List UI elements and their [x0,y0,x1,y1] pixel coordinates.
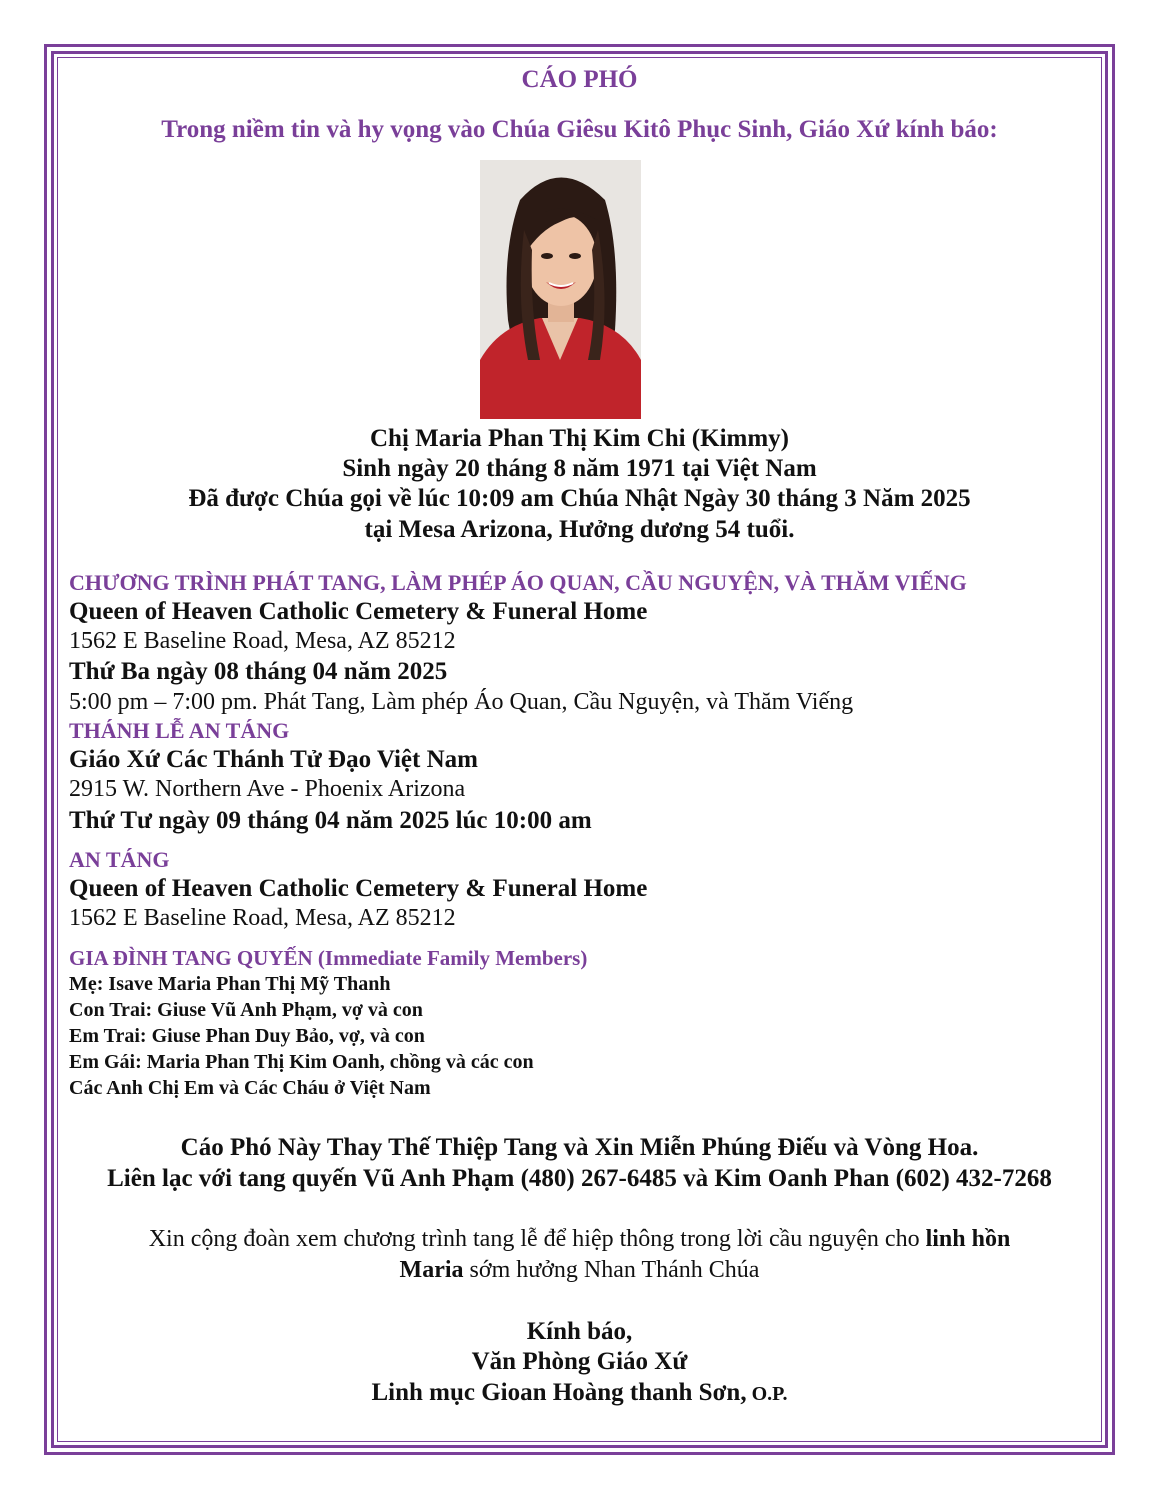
visitation-venue: Queen of Heaven Catholic Cemetery & Funeral Home [69,598,648,625]
prayer-bold-name: Maria [399,1257,464,1283]
priest-name: Linh mục Gioan Hoàng thanh Sơn, [371,1379,747,1406]
visitation-details: 5:00 pm – 7:00 pm. Phát Tang, Làm phép Áo Quan, Cầu Nguyện, và Thăm Viếng [69,689,854,715]
deceased-name: Chị Maria Phan Thị Kim Chi (Kimmy) [369,425,789,452]
intro-line: Trong niềm tin và hy vọng vào Chúa Giêsu Kitô Phục Sinh, Giáo Xứ kính báo: [161,116,998,143]
family-member: Mẹ: Isave Maria Phan Thị Mỹ Thanh [69,973,391,995]
visitation-date: Thứ Ba ngày 08 tháng 04 năm 2025 [69,658,448,685]
family-member: Các Anh Chị Em và Các Cháu ở Việt Nam [69,1077,431,1099]
prayer-line-2 [0,1257,1159,1284]
burial-venue: Queen of Heaven Catholic Cemetery & Funeral Home [69,875,648,902]
mass-date: Thứ Tư ngày 09 tháng 04 năm 2025 lúc 10:00 am [69,807,592,834]
mass-venue: Giáo Xứ Các Thánh Tử Đạo Việt Nam [69,746,478,773]
priest-order: O.P. [746,1383,788,1405]
visitation-heading: CHƯƠNG TRÌNH PHÁT TANG, LÀM PHÉP ÁO QUAN, CẦU NGUYỆN, VÀ THĂM VIẾNG [69,570,967,595]
birth-info: Sinh ngày 20 tháng 8 năm 1971 tại Việt Nam [342,455,817,482]
family-member: Con Trai: Giuse Vũ Anh Phạm, vợ và con [69,999,423,1021]
priest-line [0,1379,1159,1407]
visitation-address: 1562 E Baseline Road, Mesa, AZ 85212 [69,628,456,654]
death-info: Đã được Chúa gọi về lúc 10:09 am Chúa Nhật Ngày 30 tháng 3 Năm 2025 [188,485,971,512]
mass-heading: THÁNH LỄ AN TÁNG [69,718,290,743]
notice-line: Cáo Phó Này Thay Thế Thiệp Tang và Xin Miễn Phúng Điếu và Vòng Hoa. [180,1134,979,1161]
burial-address: 1562 E Baseline Road, Mesa, AZ 85212 [69,905,456,931]
portrait-photo [480,160,641,419]
place-age-info: tại Mesa Arizona, Hưởng dương 54 tuổi. [364,516,795,543]
closing-line: Kính báo, [526,1318,633,1345]
prayer-bold-text: linh hồn [925,1226,1011,1252]
burial-heading: AN TÁNG [69,847,170,872]
family-member: Em Gái: Maria Phan Thị Kim Oanh, chồng và các con [69,1051,534,1073]
office-line: Văn Phòng Giáo Xứ [471,1348,688,1375]
prayer-text-end: sớm hưởng Nhan Thánh Chúa [463,1257,760,1283]
contact-line: Liên lạc với tang quyến Vũ Anh Phạm (480) 267-6485 và Kim Oanh Phan (602) 432-7268 [107,1165,1052,1192]
family-member: Em Trai: Giuse Phan Duy Bảo, vợ, và con [69,1025,425,1047]
family-heading: GIA ĐÌNH TANG QUYẾN (Immediate Family Members) [69,946,588,970]
prayer-line-1 [0,1226,1159,1253]
prayer-text: Xin cộng đoàn xem chương trình tang lễ để hiệp thông trong lời cầu nguyện cho [148,1226,926,1252]
page-title: CÁO PHÓ [521,66,638,93]
mass-address: 2915 W. Northern Ave - Phoenix Arizona [69,776,466,802]
